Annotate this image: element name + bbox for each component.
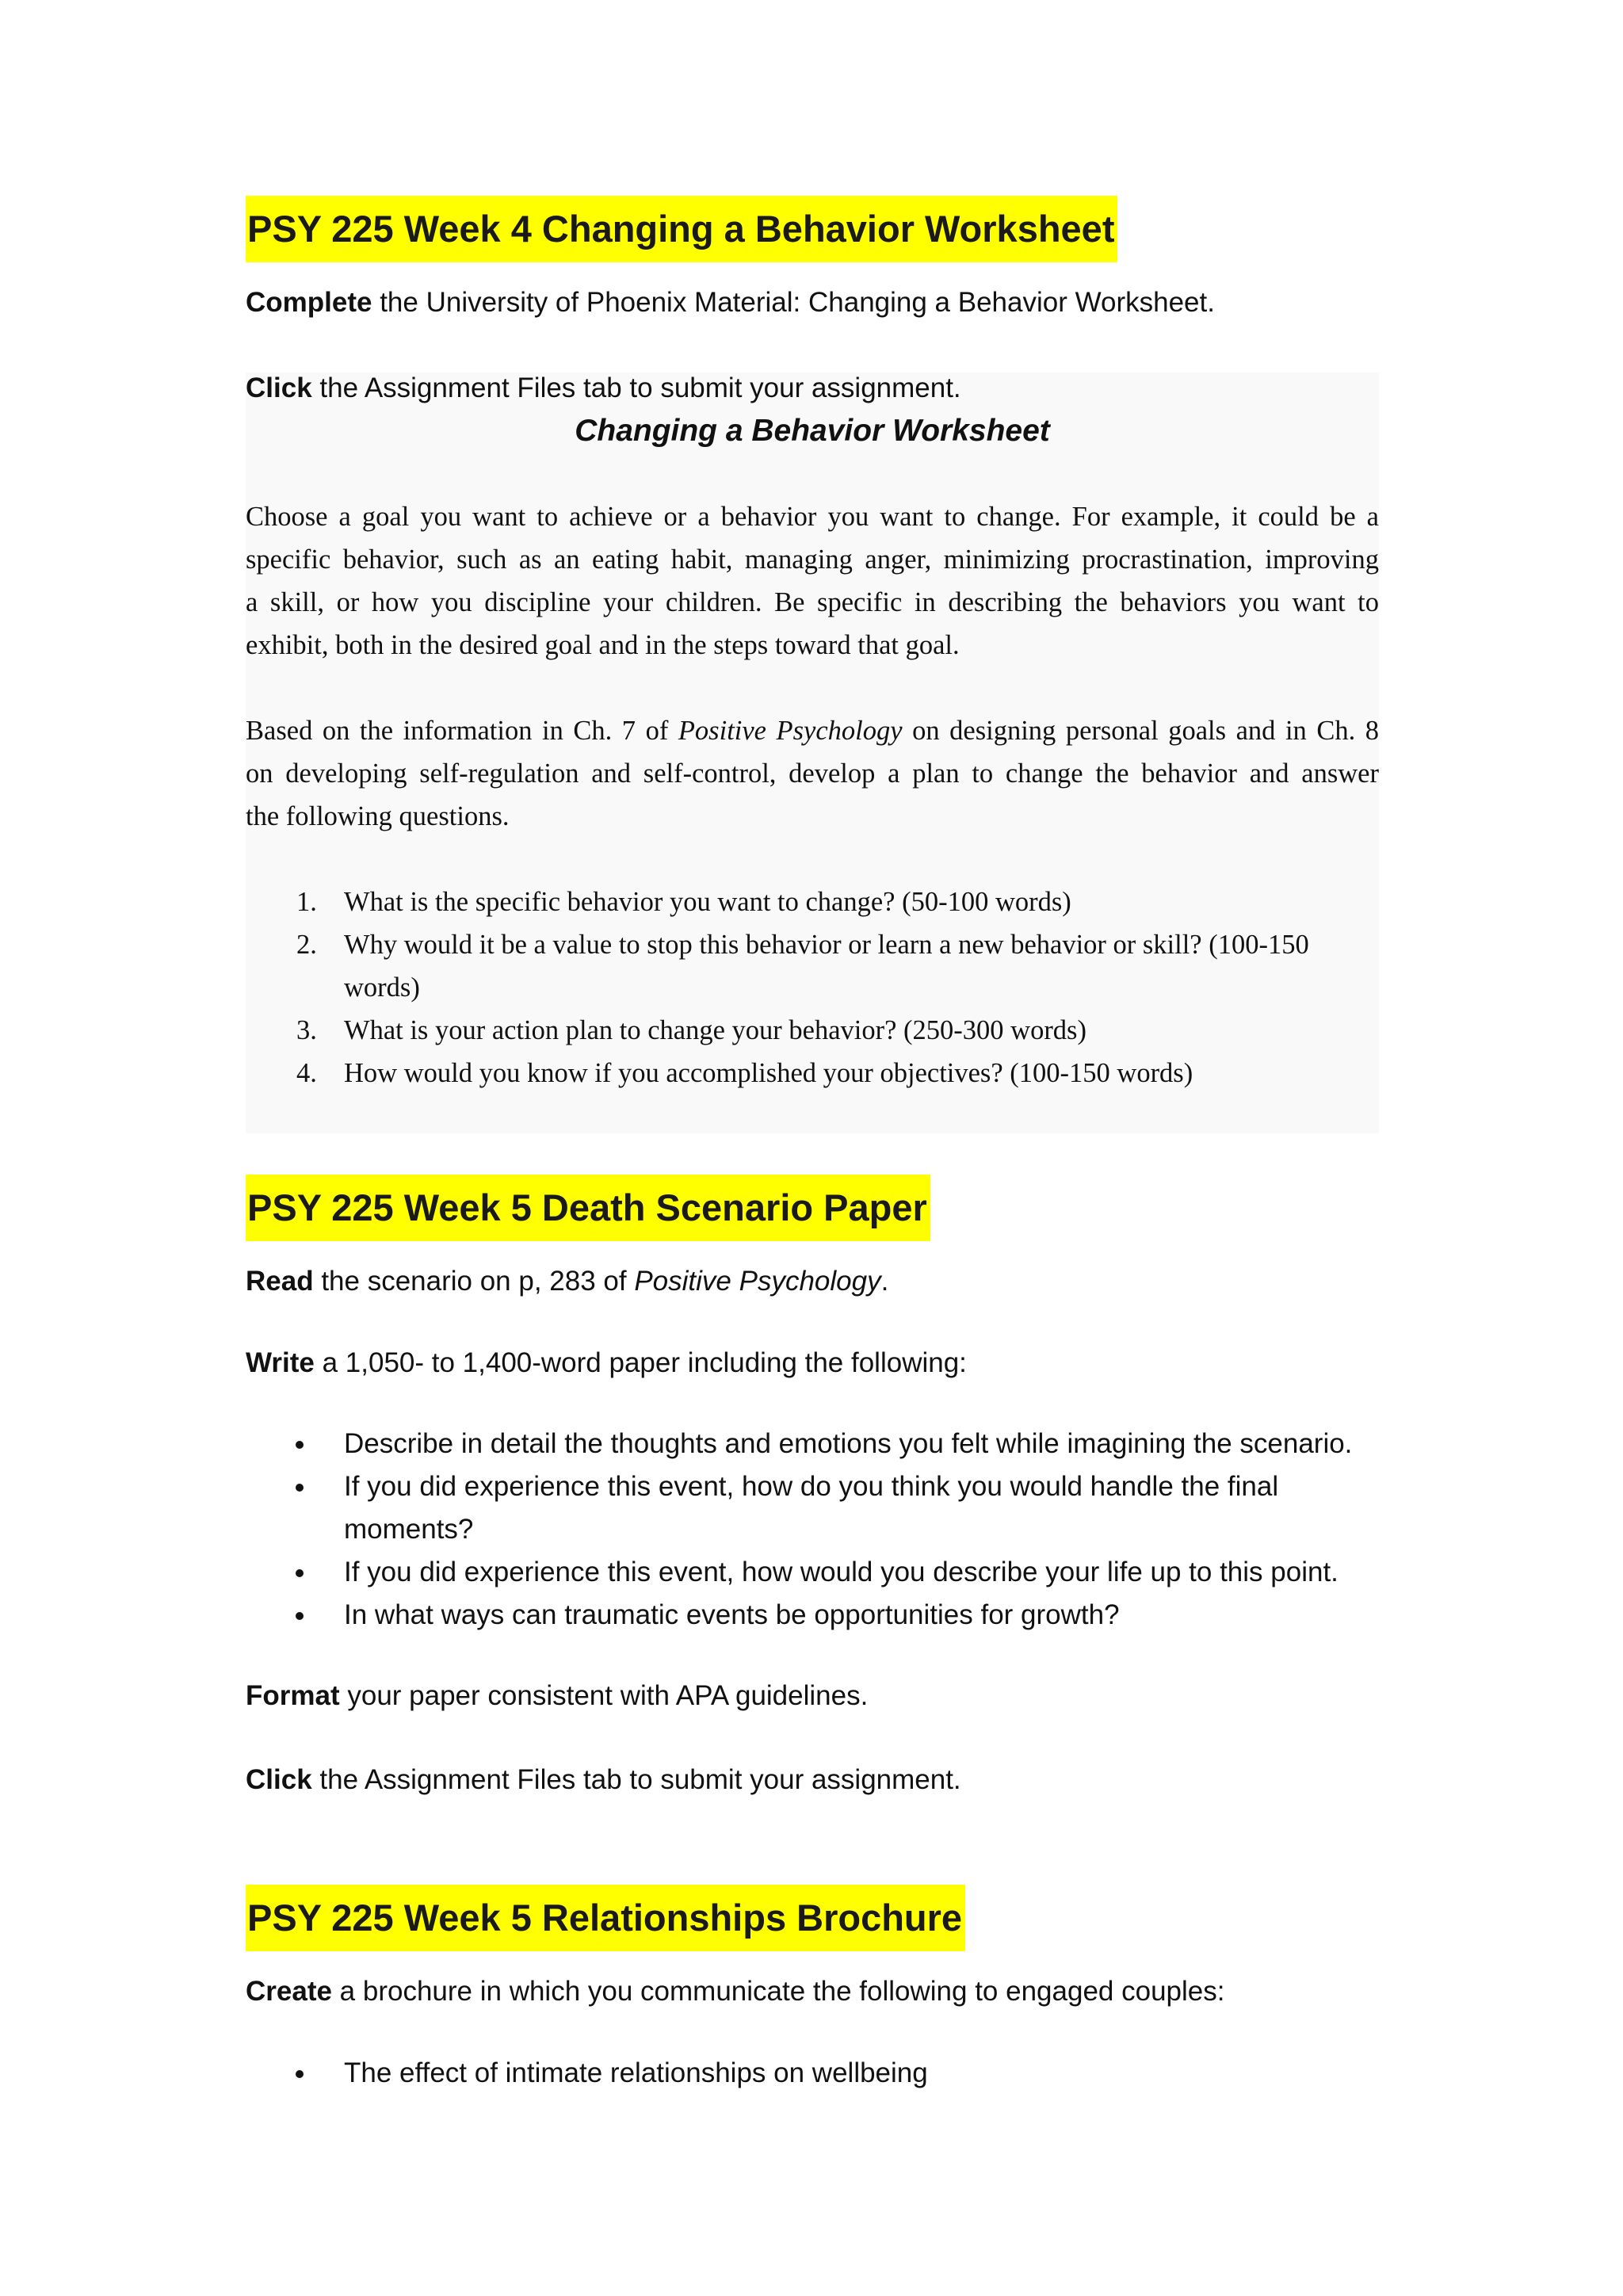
create-text: a brochure in which you communicate the following to engaged couples: [331, 1976, 1225, 2007]
list-number: 2. [296, 930, 317, 960]
list-item [246, 881, 1379, 923]
section-heading-week5-relationships: PSY 225 Week 5 Relationships Brochure [246, 1885, 965, 1951]
choose-goal-paragraph [246, 495, 1379, 667]
questions-list [246, 881, 1379, 1095]
bullet-item [246, 1594, 1379, 1637]
bullet-text: Describe in detail the thoughts and emotions you felt while imagining the scenario. [344, 1428, 1353, 1459]
write-text: a 1,050- to 1,400-word paper including the following: [314, 1347, 967, 1378]
click-label: Click [246, 1764, 312, 1795]
paragraph-line: the following questions. [246, 801, 510, 831]
bullet-text: In what ways can traumatic events be opportunities for growth? [344, 1599, 1120, 1630]
bullet-text: If you did experience this event, how would you describe your life up to this point. [344, 1557, 1338, 1587]
paragraph-line: Choose a goal you want to achieve or a behavior you want to change. For example, it could be a [246, 502, 1379, 532]
list-item [246, 1009, 1379, 1052]
bullet-icon [246, 2052, 344, 2095]
read-instruction [246, 1260, 888, 1303]
bullet-icon [246, 1551, 344, 1594]
click-instruction-2 [246, 1759, 961, 1801]
paragraph-line: on developing self-regulation and self-control, develop a plan to change the behavior and answer [246, 758, 1379, 789]
bullet-text: The effect of intimate relationships on wellbeing [344, 2057, 928, 2088]
list-number: 4. [296, 1058, 317, 1088]
relationships-bullets [246, 2052, 1379, 2095]
list-item-continuation: words) [344, 972, 420, 1003]
worksheet-title: Changing a Behavior Worksheet [575, 414, 1050, 448]
bullet-item [246, 2052, 1379, 2095]
bullet-item [246, 1465, 1379, 1508]
click-label: Click [246, 372, 312, 403]
click-text: the Assignment Files tab to submit your assignment. [311, 372, 961, 403]
bullet-icon [246, 1423, 344, 1465]
list-number: 1. [296, 887, 317, 917]
click-text: the Assignment Files tab to submit your assignment. [311, 1764, 961, 1795]
bullet-item [246, 1551, 1379, 1594]
read-label: Read [246, 1266, 314, 1297]
list-item [246, 923, 1379, 966]
list-item-text: What is your action plan to change your behavior? (250-300 words) [344, 1015, 1086, 1045]
section-heading-week5-death-scenario: PSY 225 Week 5 Death Scenario Paper [246, 1175, 930, 1241]
create-instruction [246, 1970, 1224, 2013]
format-label: Format [246, 1680, 340, 1711]
paragraph-line [246, 709, 1379, 752]
create-label: Create [246, 1976, 332, 2007]
bullet-icon [246, 1594, 344, 1637]
format-text: your paper consistent with APA guidelines. [339, 1680, 869, 1711]
complete-label: Complete [246, 287, 372, 318]
based-on-paragraph [246, 709, 1379, 838]
bullet-continuation: moments? [344, 1514, 474, 1545]
paragraph-text: Based on the information in Ch. 7 of [246, 716, 678, 746]
paragraph-line: exhibit, both in the desired goal and in the steps toward that goal. [246, 630, 960, 660]
complete-text: the University of Phoenix Material: Changing a Behavior Worksheet. [372, 287, 1215, 318]
list-item-text: How would you know if you accomplished your objectives? (100-150 words) [344, 1058, 1193, 1088]
death-scenario-bullets [246, 1423, 1379, 1637]
paragraph-text: on designing personal goals and in Ch. 8 [902, 716, 1379, 746]
write-instruction [246, 1342, 967, 1385]
book-title: Positive Psychology [678, 716, 903, 746]
book-title: Positive Psychology [634, 1266, 881, 1297]
complete-instruction [246, 281, 1215, 324]
write-label: Write [246, 1347, 315, 1378]
section-heading-week4-worksheet: PSY 225 Week 4 Changing a Behavior Worksheet [246, 196, 1117, 262]
bullet-item [246, 1423, 1379, 1465]
paragraph-line: a skill, or how you discipline your children. Be specific in describing the behaviors you want to [246, 587, 1379, 617]
click-instruction-1 [246, 367, 961, 410]
read-end: . [880, 1266, 889, 1297]
list-number: 3. [296, 1015, 317, 1045]
read-text: the scenario on p, 283 of [313, 1266, 635, 1297]
list-item-text: Why would it be a value to stop this behavior or learn a new behavior or skill? (100-150 [344, 930, 1309, 960]
format-instruction [246, 1675, 868, 1717]
paragraph-line: specific behavior, such as an eating habit, managing anger, minimizing procrastination, improving [246, 544, 1379, 575]
list-item-text: What is the specific behavior you want to change? (50-100 words) [344, 887, 1071, 917]
list-item [246, 1052, 1379, 1095]
bullet-icon [246, 1465, 344, 1508]
bullet-text: If you did experience this event, how do you think you would handle the final [344, 1471, 1279, 1502]
